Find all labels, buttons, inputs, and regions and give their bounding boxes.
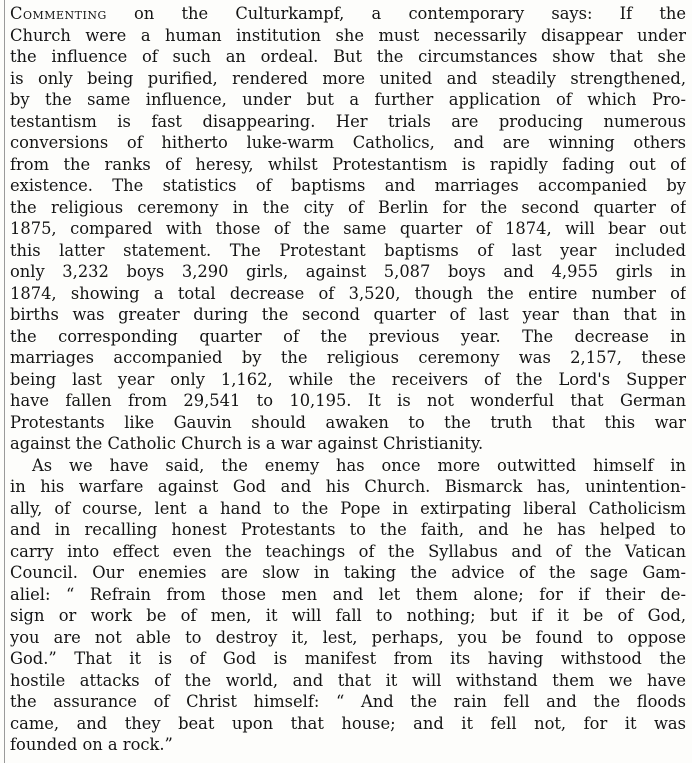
text-line: this latter statement. The Protestant baptisms of last year included [10, 240, 686, 260]
text-line: carry into effect even the teachings of the Syllabus and of the Vatican [10, 541, 686, 561]
text-line: As we have said, the enemy has once more outwitted himself in [32, 455, 686, 475]
text-line: from the ranks of heresy, whilst Protestantism is rapidly fading out of [10, 154, 686, 174]
text-line: against the Catholic Church is a war against Christianity. [10, 434, 484, 453]
text-line: is only being purified, rendered more united and steadily strengthened, [10, 68, 686, 88]
text-line: God.” That it is of God is manifest from its having withstood the [10, 649, 686, 668]
text-line: Council. Our enemies are slow in taking the advice of the sage Gam- [10, 563, 686, 582]
text-line: aliel: “ Refrain from those men and let them alone; for if their de- [10, 584, 686, 604]
text-line: 1874, showing a total decrease of 3,520, though the entire number of [10, 283, 686, 303]
text-line: you are not able to destroy it, lest, perhaps, you be found to oppose [10, 627, 686, 647]
text-line: testantism is fast disappearing. Her trials are producing numerous [10, 111, 686, 131]
text-line: births was greater during the second quarter of last year than that in [10, 305, 686, 324]
text-line: marriages accompanied by the religious ceremony was 2,157, these [10, 348, 686, 367]
text-line: the assurance of Christ himself: “ And the rain fell and the floods [10, 692, 686, 711]
text-line: Church were a human institution she must necessarily disappear under [10, 25, 686, 45]
column-rule [4, 0, 5, 763]
text-line: in his warfare against God and his Church. Bismarck has, unintention- [10, 477, 686, 496]
text-line: the influence of such an ordeal. But the circumstances show that she [10, 47, 686, 66]
text-line: only 3,232 boys 3,290 girls, against 5,087 boys and 4,955 girls in [10, 262, 686, 281]
article-body [10, 3, 686, 756]
text-line: conversions of hitherto luke-warm Catholics, and are winning others [10, 133, 686, 152]
text-line: Commenting on the Culturkampf, a contemporary says: If the [10, 4, 686, 23]
text-line: sign or work be of men, it will fall to nothing; but if it be of God, [10, 606, 686, 625]
text-line: have fallen from 29,541 to 10,195. It is not wonderful that German [10, 391, 686, 410]
text-line: founded on a rock.” [10, 735, 173, 754]
text-line: ally, of course, lent a hand to the Pope in extirpating liberal Catholicism [10, 498, 686, 518]
text-line: and in recalling honest Protestants to the faith, and he has helped to [10, 520, 686, 539]
text-line: the corresponding quarter of the previous year. The decrease in [10, 326, 686, 346]
paragraph-2 [10, 455, 686, 756]
lead-word: Commenting [10, 4, 107, 23]
paragraph-1 [10, 3, 686, 455]
text-line: by the same influence, under but a further application of which Pro- [10, 90, 686, 109]
text-line: 1875, compared with those of the same quarter of 1874, will bear out [10, 219, 686, 238]
text-line: existence. The statistics of baptisms and marriages accompanied by [10, 176, 686, 195]
text-line: Protestants like Gauvin should awaken to the truth that this war [10, 412, 686, 432]
text-line: the religious ceremony in the city of Berlin for the second quarter of [10, 197, 686, 217]
text-line: being last year only 1,162, while the receivers of the Lord's Supper [10, 369, 686, 389]
text-line: came, and they beat upon that house; and it fell not, for it was [10, 713, 686, 733]
text-line: hostile attacks of the world, and that it will withstand them we have [10, 670, 686, 690]
